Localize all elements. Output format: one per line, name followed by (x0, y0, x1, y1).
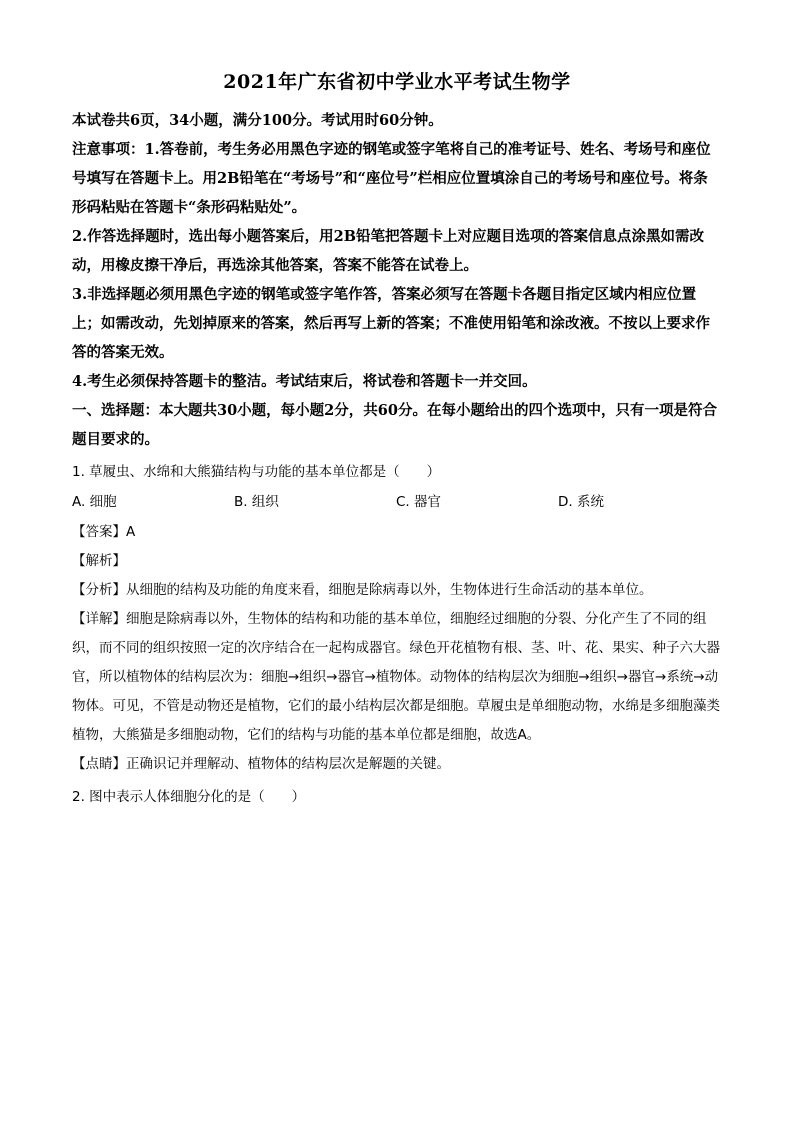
note-3: 3.非选择题必须用黑色字迹的钢笔或签字笔作答，答案必须写在答题卡各题目指定区域内相应位置上；如需改动，先划掉原来的答案，然后再写上新的答案；不准使用铅笔和涂改液。不按以上要求作答的答案无效。 (72, 286, 710, 361)
analysis-label: 【解析】 (72, 553, 126, 569)
key-point: 【点睛】正确识记并理解动、植物体的结构层次是解题的关键。 (72, 756, 450, 772)
question-1 (72, 458, 722, 779)
note-1: 注意事项：1.答卷前，考生务必用黑色字迹的钢笔或签字笔将自己的准考证号、姓名、考场号和座位号填写在答题卡上。用2B铅笔在“考场号”和“座位号”栏相应位置填涂自己的考场号和座位号。将条形码粘贴在答题卡“条形码粘贴处”。 (72, 141, 711, 216)
section-heading: 一、选择题：本大题共30小题，每小题2分，共60分。在每小题给出的四个选项中，只有一项是符合题目要求的。 (72, 402, 717, 448)
analysis-detail: 【详解】细胞是除病毒以外，生物体的结构和功能的基本单位，细胞经过细胞的分裂、分化产生了不同的组织，而不同的组织按照一定的次序结合在一起构成器官。绿色开花植物有根、茎、叶、花、果实、种子六大器官，所以植物体的结构层次为：细胞→组织→器官→植物体。动物体的结构层次为细胞→组织→器官→系统→动物体。可见，不管是动物还是植物，它们的最小结构层次都是细胞。草履虫是单细胞动物，水绵是多细胞藻类植物，大熊猫是多细胞动物，它们的结构与功能的基本单位都是细胞，故选A。 (72, 611, 720, 743)
note-4: 4.考生必须保持答题卡的整洁。考试结束后，将试卷和答题卡一并交回。 (72, 373, 537, 390)
option-b: B. 组织 (234, 494, 279, 510)
page-title: 2021年广东省初中学业水平考试生物学 (223, 71, 571, 93)
answer: 【答案】A (72, 524, 136, 540)
question-stem: 2. 图中表示人体细胞分化的是（ ） (72, 789, 306, 805)
question-stem: 1. 草履虫、水绵和大熊猫结构与功能的基本单位都是（ ） (72, 464, 441, 480)
analysis-summary: 【分析】从细胞的结构及功能的角度来看，细胞是除病毒以外，生物体进行生命活动的基本单位。 (72, 582, 653, 598)
exam-instructions (72, 106, 722, 454)
question-2 (72, 783, 722, 811)
option-list (72, 488, 722, 516)
note-2: 2.作答选择题时，选出每小题答案后，用2B铅笔把答题卡上对应题目选项的答案信息点涂黑如需改动，用橡皮擦干净后，再选涂其他答案，答案不能答在试卷上。 (72, 228, 704, 274)
option-a: A. 细胞 (72, 494, 117, 510)
option-c: C. 器官 (396, 494, 442, 510)
exam-intro: 本试卷共6页，34小题，满分100分。考试用时60分钟。 (72, 112, 443, 129)
option-d: D. 系统 (558, 494, 604, 510)
